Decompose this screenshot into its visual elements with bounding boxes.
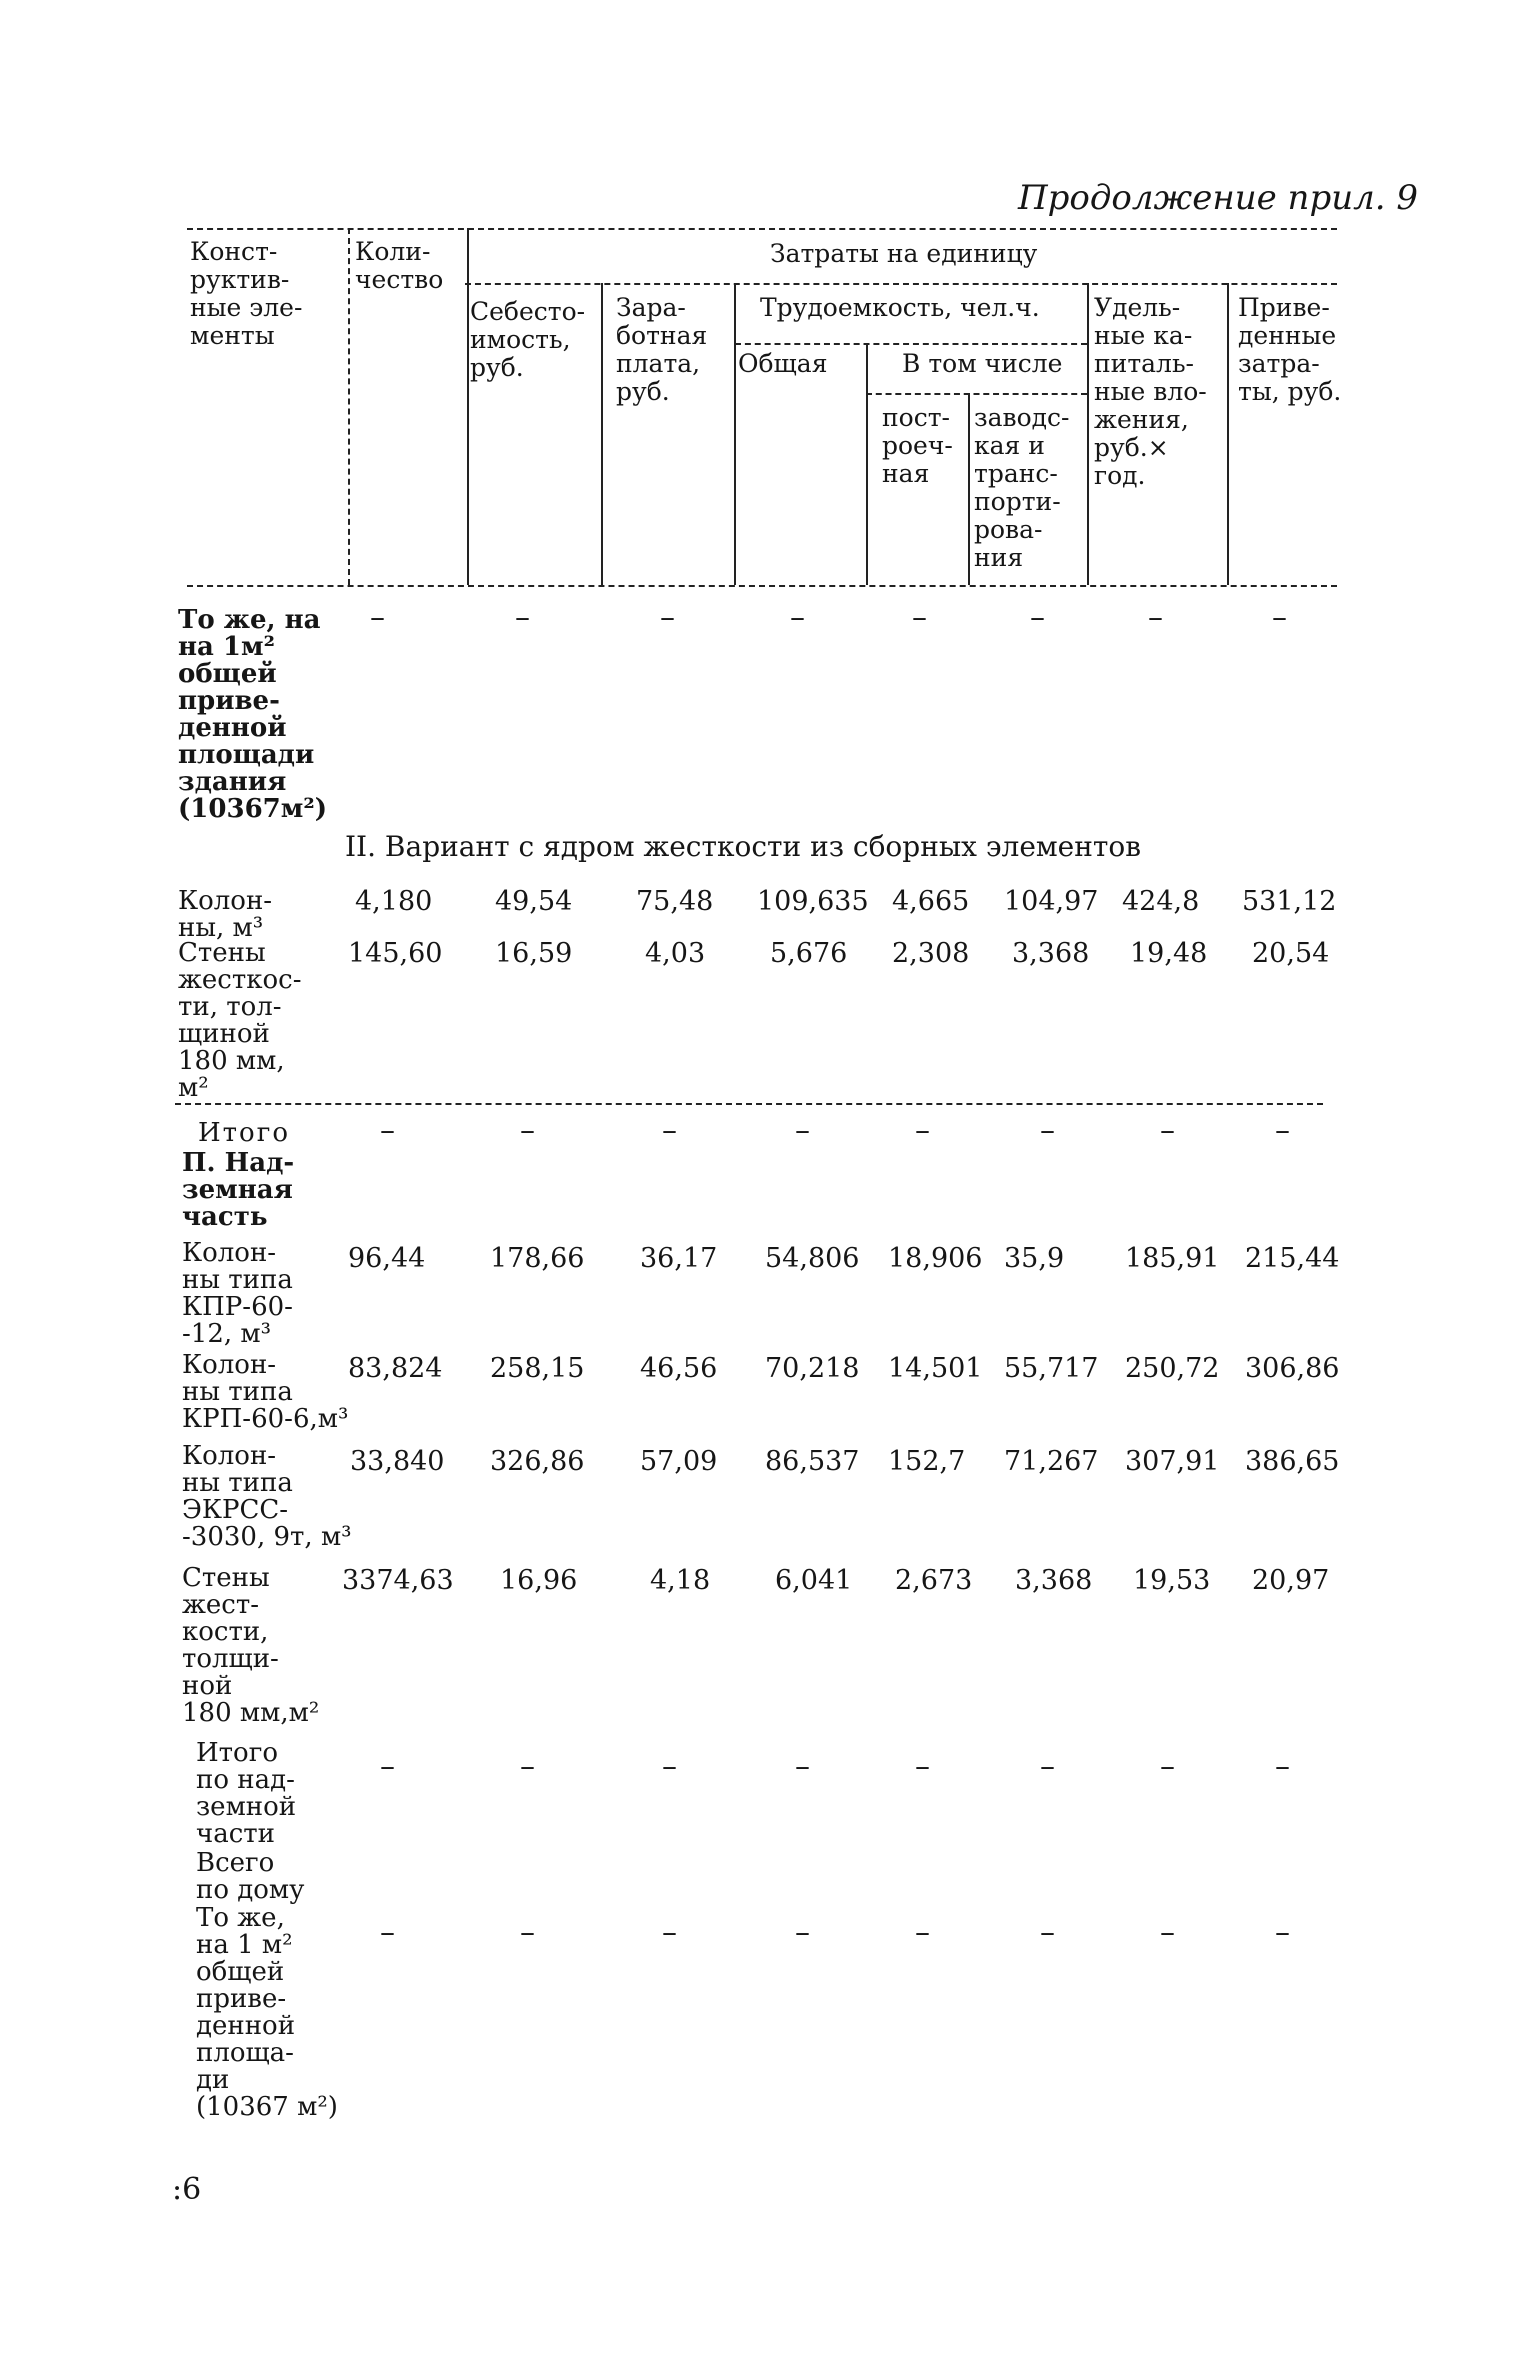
header-col-divider-5 <box>866 343 868 585</box>
row-label-ekrss-columns: Колон- ны типа ЭКРСС- -3030, 9т, м³ <box>182 1441 352 1552</box>
header-col-divider-6 <box>968 393 970 585</box>
costs-group-rule <box>465 283 1337 285</box>
incl-rule <box>866 393 1087 395</box>
header-cost-price: Себесто- имость, руб. <box>470 297 586 382</box>
header-construction: пост- роеч- ная <box>882 403 953 488</box>
header-element: Конст- руктив- ные эле- менты <box>190 237 303 350</box>
table-caption: Продолжение прил. 9 <box>1018 178 1418 218</box>
header-labor-total: Общая <box>738 349 828 378</box>
header-quantity: Коли- чество <box>355 237 444 294</box>
header-top-rule <box>187 228 1337 230</box>
row-label-walls: Стены жесткос- ти, тол- щиной 180 мм, м² <box>178 938 302 1103</box>
section-divider-rule <box>175 1103 1323 1105</box>
header-factory-transport: заводс- кая и транс- порти- рова- ния <box>974 403 1070 572</box>
header-col-divider-2 <box>467 228 469 585</box>
row-label-kpr-columns: Колон- ны типа КПР-60- -12, м³ <box>182 1238 293 1349</box>
header-labor-group: Трудоемкость, чел.ч. <box>760 293 1040 322</box>
row-label-columns: Колон- ны, м³ <box>178 886 273 943</box>
header-incl: В том числе <box>902 349 1063 378</box>
row-label-total: Итого <box>198 1118 290 1148</box>
header-col-divider-3 <box>601 283 603 585</box>
row-label-aboveground-total: Итого по над- земной части <box>196 1738 297 1849</box>
header-col-divider-8 <box>1227 283 1229 585</box>
labor-group-rule <box>735 343 1087 345</box>
header-costs-group: Затраты на единицу <box>770 239 1038 268</box>
header-reduced: Приве- денные затра- ты, руб. <box>1238 293 1342 406</box>
section-title: II. Вариант с ядром жесткости из сборных элементов <box>345 830 1142 863</box>
header-capital: Удель- ные ка- питаль- ные вло- жения, руб.× год. <box>1094 293 1207 490</box>
row-label-aboveground-walls: Стены жест- кости, толщи- ной 180 мм,м² <box>182 1563 320 1728</box>
header-col-divider-7 <box>1087 283 1089 585</box>
page-number: :6 <box>172 2172 202 2207</box>
row-label-aboveground-section: П. Над- земная часть <box>182 1148 295 1232</box>
header-col-divider-4 <box>734 283 736 585</box>
header-bottom-rule <box>187 585 1337 587</box>
row-label-krp-columns: Колон- ны типа КРП-60-6,м³ <box>182 1350 349 1434</box>
row-label-house-total: Всего по дому <box>196 1848 305 1905</box>
header-wages: Зара- ботная плата, руб. <box>616 293 708 406</box>
row-label-per-m2-2: То же, на 1 м² общей приве- денной площа- ди (10367 м²) <box>196 1903 338 2122</box>
row-label-per-m2-1: То же, на на 1м² общей приве- денной площади здания (10367м²) <box>178 605 328 824</box>
header-col-divider-1 <box>348 228 350 585</box>
